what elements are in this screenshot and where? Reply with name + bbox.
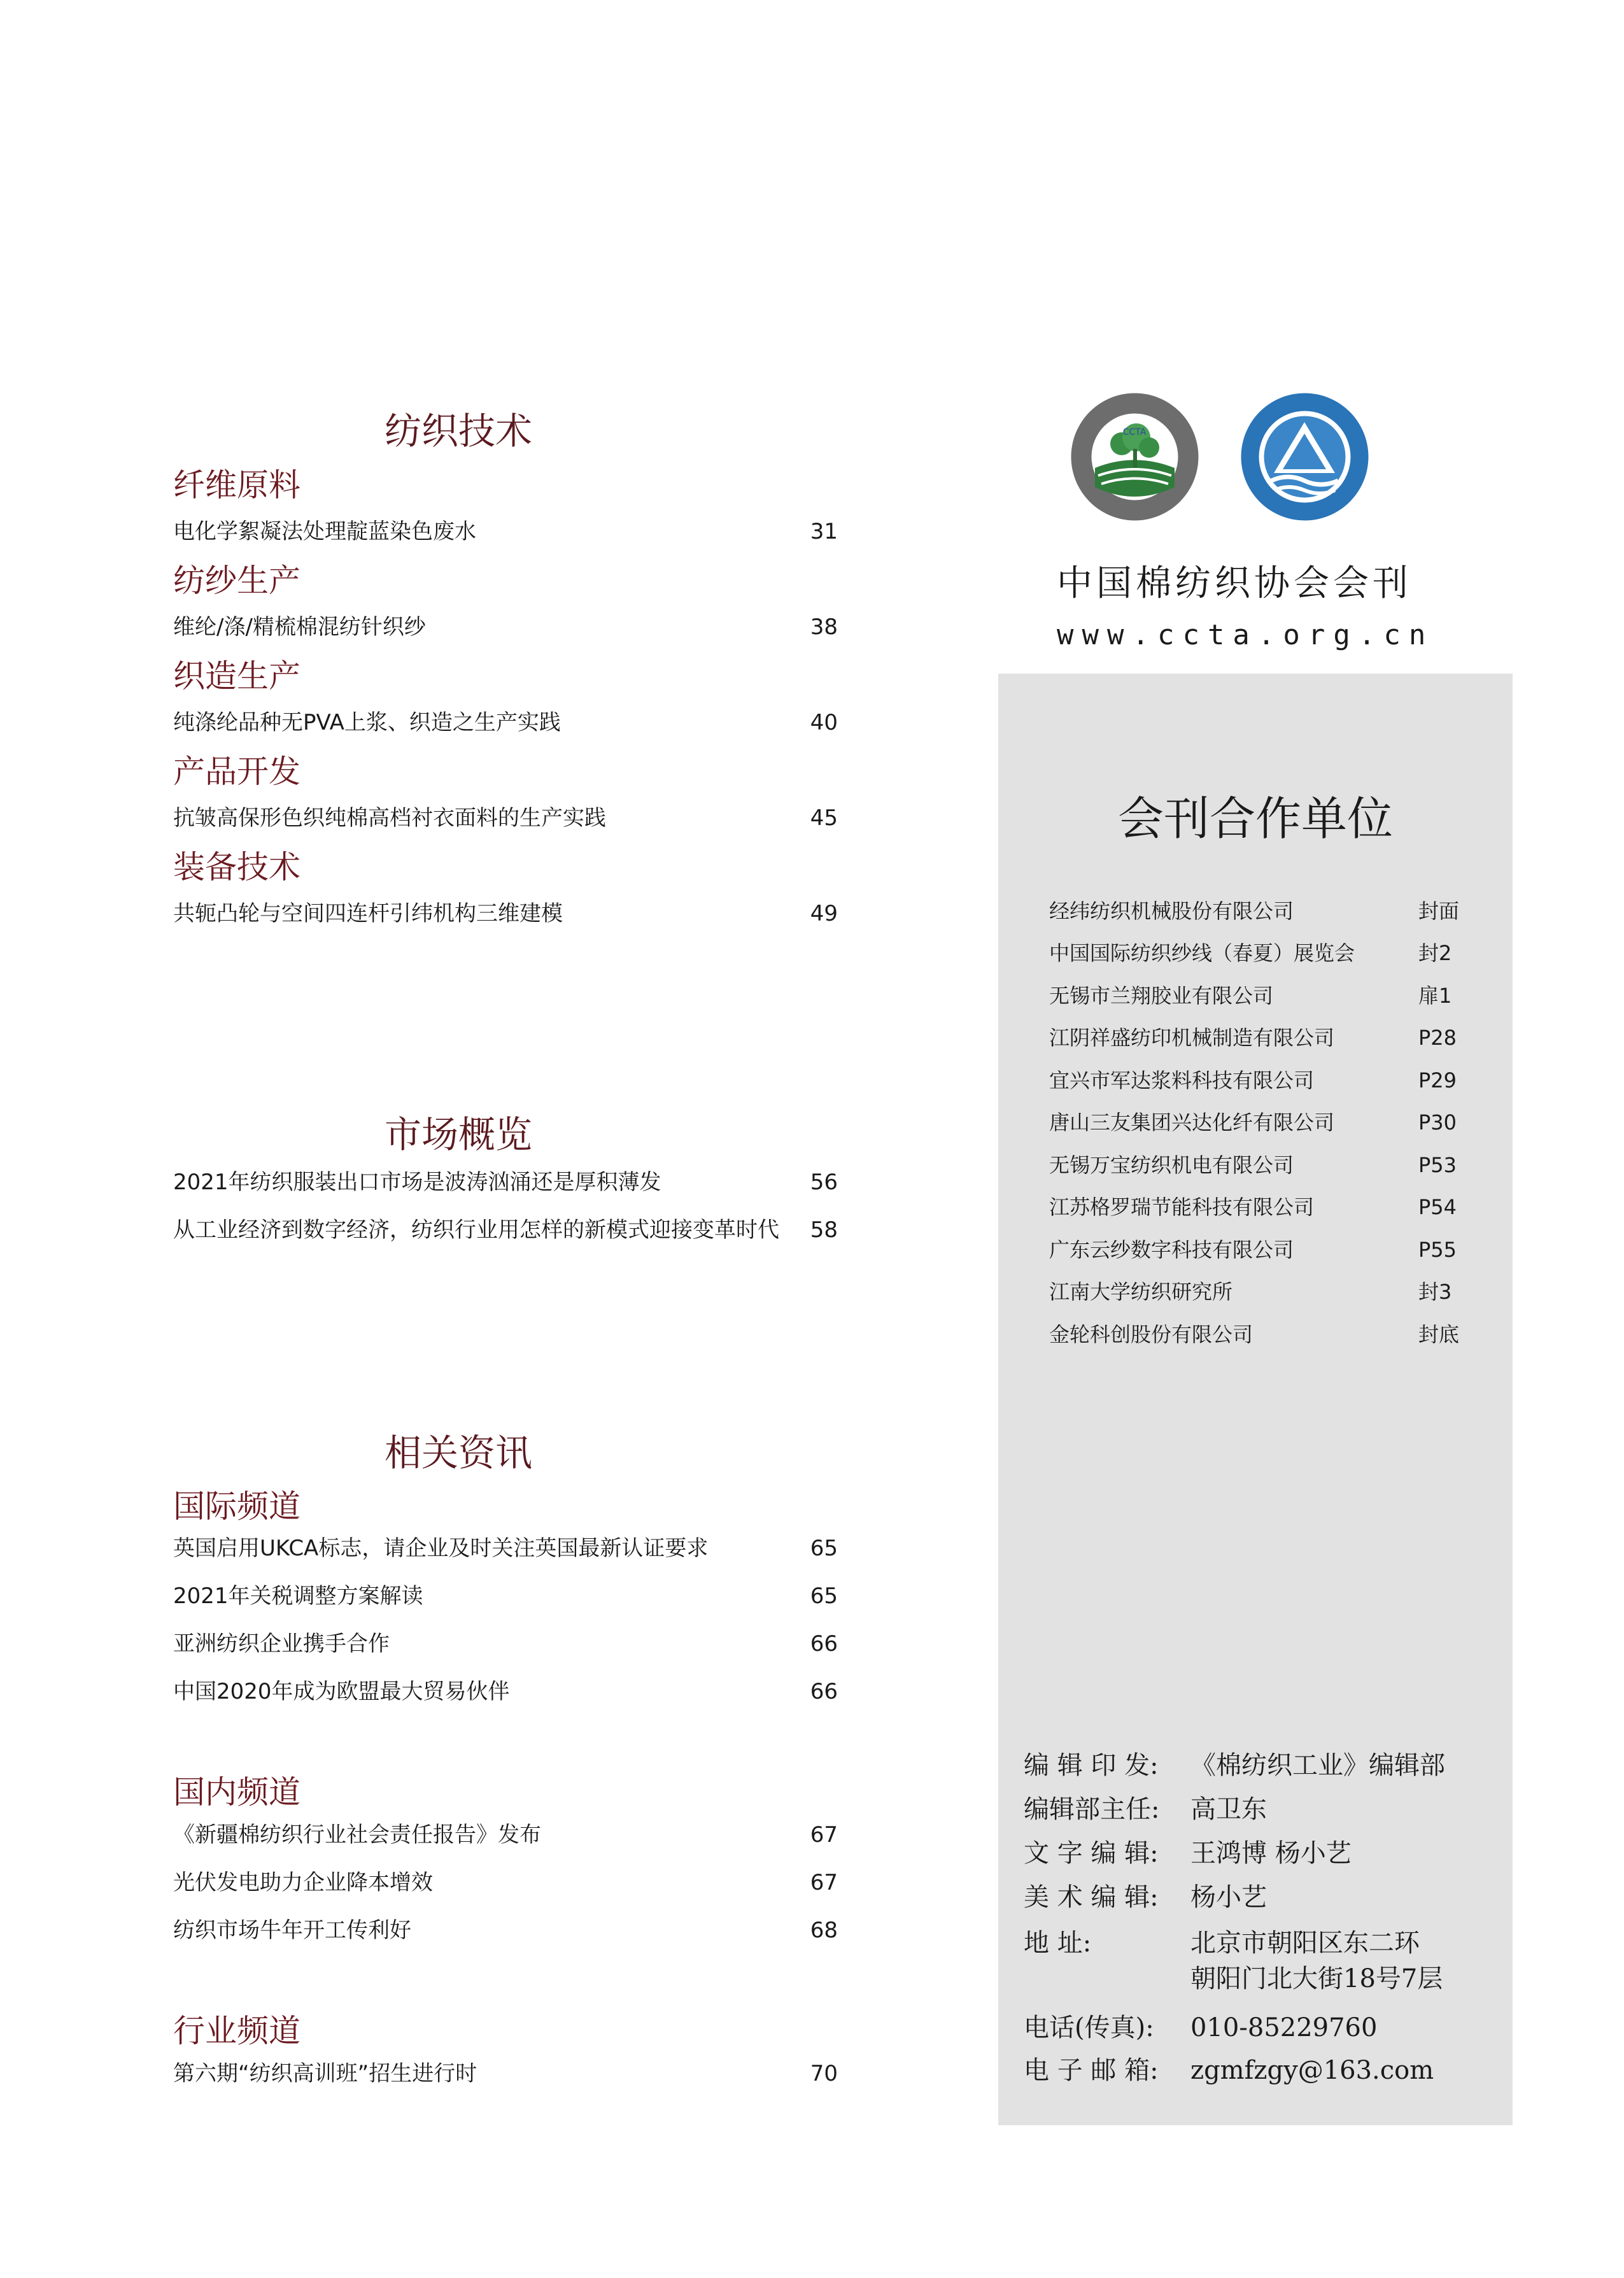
- partner-row: [1049, 1319, 1460, 1350]
- toc-item[interactable]: [173, 1214, 838, 1246]
- toc-item-title: 亚洲纺织企业携手合作: [173, 1631, 390, 1657]
- toc-item-title: 光伏发电助力企业降本增效: [173, 1870, 433, 1895]
- toc-item-title: 第六期“纺织高训班”招生进行时: [173, 2061, 477, 2086]
- info-value: 王鸿博 杨小艺: [1190, 1839, 1352, 1868]
- toc-item[interactable]: [173, 1532, 838, 1564]
- toc-item-title: 中国2020年成为欧盟最大贸易伙伴: [173, 1679, 510, 1704]
- subtitle-fiber: 纤维原料: [173, 467, 300, 504]
- info-label: 美 术 编 辑:: [1024, 1883, 1159, 1912]
- info-label: 地 址:: [1024, 1928, 1092, 1958]
- toc-item-title: 纯涤纶品种无PVA上浆、织造之生产实践: [173, 710, 561, 735]
- info-label: 编辑部主任:: [1024, 1795, 1160, 1824]
- toc-item-title: 2021年关税调整方案解读: [173, 1583, 423, 1609]
- partner-name: 经纬纺织机械股份有限公司: [1049, 899, 1294, 923]
- toc-item-page: 68: [810, 1918, 838, 1943]
- toc-item[interactable]: [173, 1819, 838, 1851]
- toc-item-page: 66: [810, 1631, 838, 1657]
- partner-row: [1049, 1065, 1457, 1096]
- toc-item-page: 56: [810, 1170, 838, 1195]
- toc-item-page: 40: [810, 710, 838, 735]
- toc-item-page: 49: [810, 901, 838, 926]
- info-value: 010-85229760: [1190, 2013, 1378, 2042]
- partner-location: P28: [1418, 1026, 1457, 1050]
- section-title-textile-tech: 纺织技术: [384, 409, 532, 453]
- association-url[interactable]: www.ccta.org.cn: [1057, 619, 1434, 651]
- partner-name: 中国国际纺织纱线（春夏）展览会: [1049, 941, 1355, 965]
- partner-name: 江苏格罗瑞节能科技有限公司: [1049, 1195, 1315, 1219]
- partner-row: [1049, 980, 1457, 1012]
- partner-name: 金轮科创股份有限公司: [1049, 1322, 1253, 1347]
- section-title-market: 市场概览: [384, 1113, 532, 1156]
- toc-item-page: 38: [810, 614, 838, 640]
- subtitle-weaving: 织造生产: [173, 658, 300, 695]
- info-label: 编 辑 印 发:: [1024, 1751, 1159, 1780]
- subtitle-spinning: 纺纱生产: [173, 562, 300, 599]
- partner-row: [1049, 1022, 1457, 1054]
- jiangnan-university-logo: [1239, 392, 1370, 522]
- toc-item-page: 66: [810, 1679, 838, 1704]
- partner-name: 无锡市兰翔胶业有限公司: [1049, 984, 1274, 1008]
- toc-item[interactable]: [173, 707, 838, 739]
- partner-location: P29: [1418, 1068, 1457, 1093]
- toc-item[interactable]: [173, 802, 838, 834]
- info-phone: [1024, 2007, 1377, 2044]
- partner-location: P30: [1418, 1110, 1457, 1135]
- info-value: 杨小艺: [1190, 1883, 1267, 1912]
- info-art-editor: [1024, 1877, 1267, 1913]
- section-title-news: 相关资讯: [384, 1431, 532, 1475]
- toc-item[interactable]: [173, 1867, 838, 1899]
- partner-location: 封2: [1418, 941, 1452, 965]
- partner-location: 封底: [1418, 1322, 1460, 1347]
- toc-item-page: 31: [810, 519, 838, 544]
- partner-location: 封3: [1418, 1280, 1452, 1304]
- toc-item[interactable]: [173, 611, 838, 643]
- info-email[interactable]: [1024, 2050, 1434, 2086]
- partner-name: 无锡万宝纺织机电有限公司: [1049, 1153, 1294, 1177]
- toc-item-title: 《新疆棉纺织行业社会责任报告》发布: [173, 1822, 541, 1848]
- info-value: 高卫东: [1190, 1795, 1267, 1824]
- toc-item-page: 65: [810, 1536, 838, 1561]
- partner-location: 封面: [1418, 899, 1460, 923]
- partner-location: P53: [1418, 1153, 1457, 1177]
- subtitle-product-dev: 产品开发: [173, 753, 300, 790]
- partner-row: [1049, 895, 1460, 927]
- partners-panel: [998, 674, 1513, 2125]
- toc-item[interactable]: [173, 1628, 838, 1660]
- toc-item-page: 45: [810, 805, 838, 831]
- partner-name: 唐山三友集团兴达化纤有限公司: [1049, 1110, 1335, 1135]
- toc-item-title: 抗皱高保形色织纯棉高档衬衣面料的生产实践: [173, 805, 606, 831]
- partner-location: P54: [1418, 1195, 1457, 1219]
- partner-row: [1049, 937, 1457, 969]
- partner-row: [1049, 1191, 1457, 1223]
- partner-row: [1049, 1107, 1457, 1138]
- toc-item[interactable]: [173, 1166, 838, 1198]
- partner-name: 广东云纱数字科技有限公司: [1049, 1238, 1294, 1262]
- toc-item-title: 维纶/涤/精梳棉混纺针织纱: [173, 614, 426, 640]
- partner-name: 江阴祥盛纺印机械制造有限公司: [1049, 1026, 1335, 1050]
- toc-item-title: 电化学絮凝法处理靛蓝染色废水: [173, 519, 476, 544]
- partner-name: 江南大学纺织研究所: [1049, 1280, 1233, 1304]
- info-address: [1024, 1923, 1420, 1959]
- info-value: 北京市朝阳区东二环: [1190, 1928, 1420, 1958]
- toc-item-title: 共轭凸轮与空间四连杆引纬机构三维建模: [173, 901, 563, 926]
- partner-row: [1049, 1149, 1457, 1181]
- toc-item[interactable]: [173, 1676, 838, 1708]
- ccta-logo-text: CCTA: [1122, 427, 1147, 437]
- info-label: 文 字 编 辑:: [1024, 1839, 1159, 1868]
- partner-row: [1049, 1276, 1457, 1308]
- toc-item-page: 65: [810, 1583, 838, 1609]
- toc-item-title: 纺织市场牛年开工传利好: [173, 1918, 411, 1943]
- partners-heading: 会刊合作单位: [1117, 792, 1393, 845]
- subtitle-international: 国际频道: [173, 1488, 300, 1525]
- toc-item-title: 从工业经济到数字经济，纺织行业用怎样的新模式迎接变革时代: [173, 1217, 779, 1243]
- toc-item[interactable]: [173, 516, 838, 548]
- toc-item-page: 67: [810, 1822, 838, 1848]
- toc-item-title: 2021年纺织服装出口市场是波涛汹涌还是厚积薄发: [173, 1170, 661, 1195]
- toc-item-page: 70: [810, 2061, 838, 2086]
- partner-location: 扉1: [1418, 984, 1452, 1008]
- association-journal-title: 中国棉纺织协会会刊: [1057, 563, 1412, 604]
- partner-location: P55: [1418, 1238, 1457, 1262]
- info-label: 电 子 邮 箱:: [1024, 2056, 1159, 2085]
- toc-item[interactable]: [173, 2058, 838, 2090]
- info-label: 电话(传真):: [1024, 2013, 1154, 2042]
- toc-item-page: 67: [810, 1870, 838, 1895]
- info-value: 《棉纺织工业》编辑部: [1190, 1751, 1445, 1780]
- toc-item-page: 58: [810, 1217, 838, 1243]
- subtitle-equipment: 装备技术: [173, 849, 300, 886]
- info-chief-editor: [1024, 1789, 1267, 1825]
- subtitle-domestic: 国内频道: [173, 1774, 300, 1811]
- partner-name: 宜兴市军达浆料科技有限公司: [1049, 1068, 1315, 1093]
- info-publisher: [1024, 1745, 1445, 1781]
- info-address-line2: [1190, 1958, 1443, 1995]
- toc-item[interactable]: [173, 1914, 838, 1946]
- toc-item[interactable]: [173, 898, 838, 930]
- info-value: 朝阳门北大街18号7层: [1190, 1964, 1443, 1993]
- info-text-editor: [1024, 1833, 1352, 1869]
- toc-item-title: 英国启用UKCA标志，请企业及时关注英国最新认证要求: [173, 1536, 709, 1561]
- ccta-logo: [1070, 392, 1200, 522]
- info-value[interactable]: zgmfzgy@163.com: [1190, 2056, 1434, 2085]
- subtitle-industry: 行业频道: [173, 2013, 300, 2049]
- partner-row: [1049, 1234, 1457, 1266]
- toc-item[interactable]: [173, 1580, 838, 1612]
